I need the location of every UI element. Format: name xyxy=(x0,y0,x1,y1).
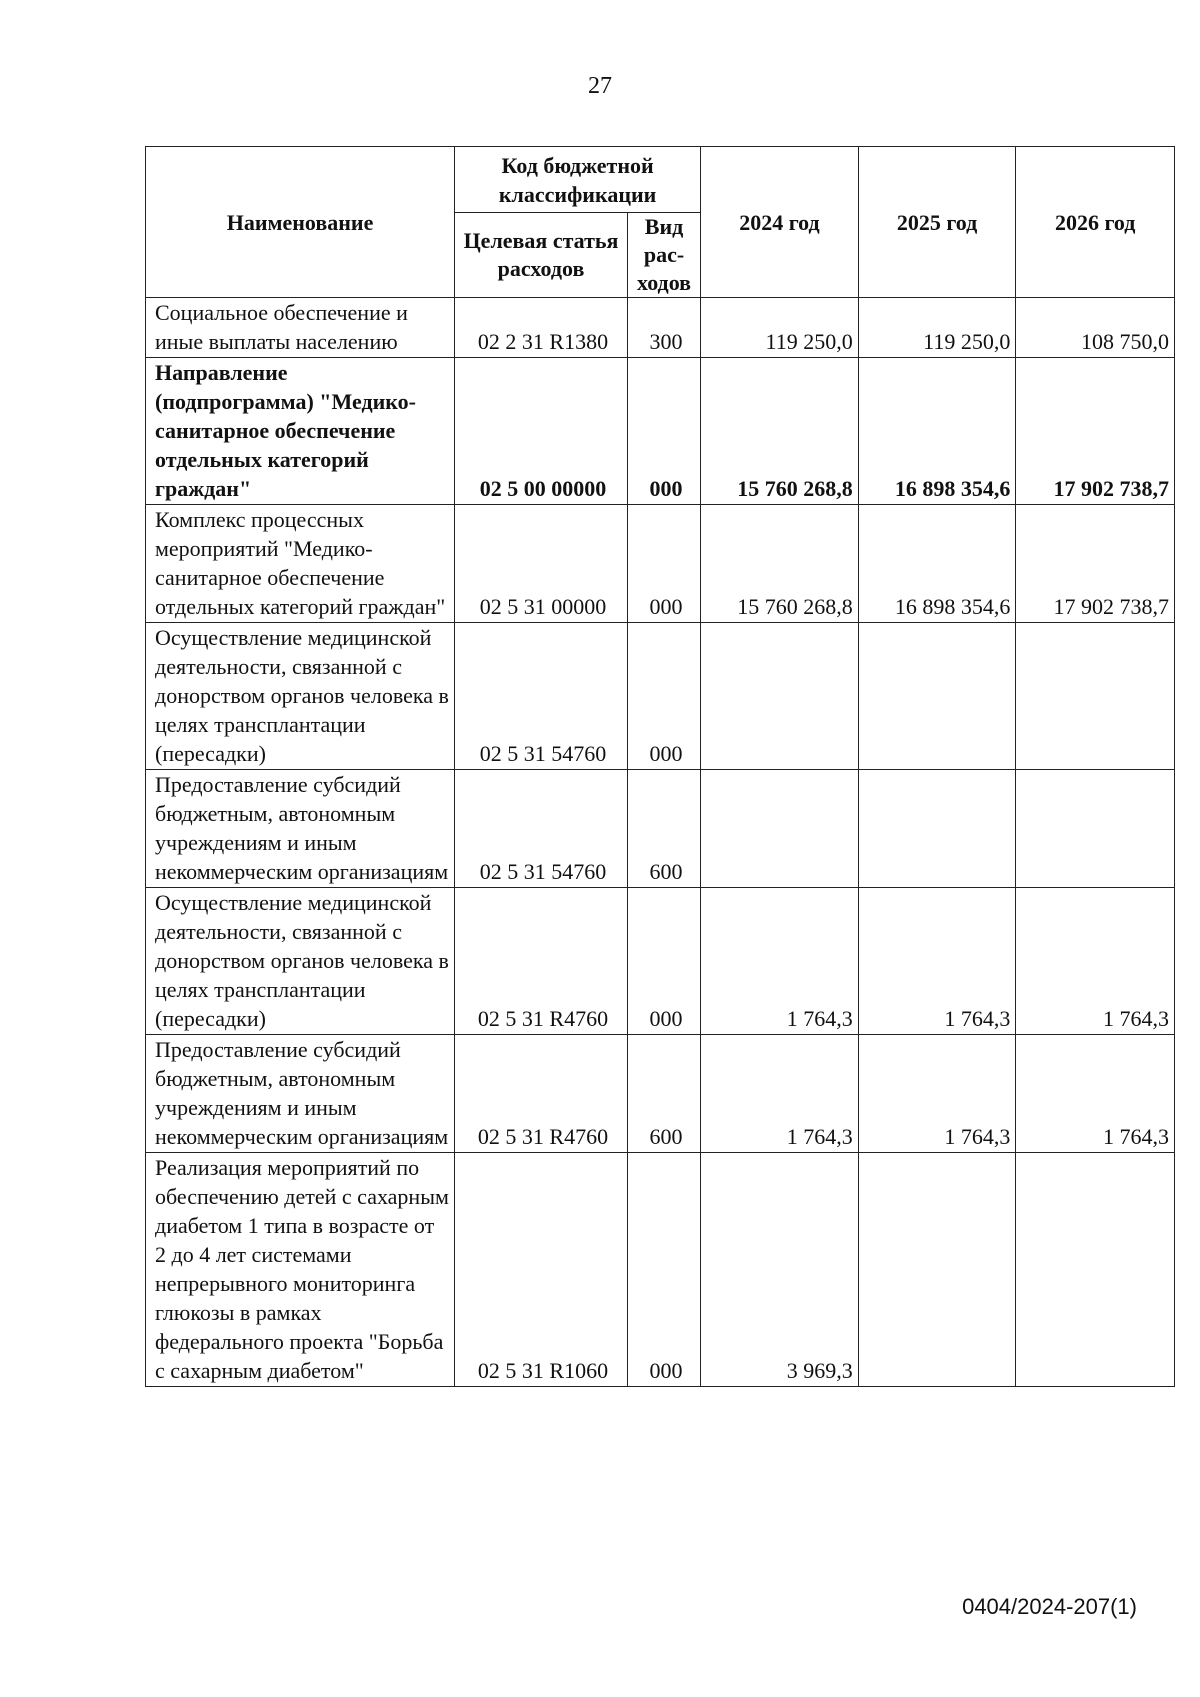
row-value-2025: 1 764,3 xyxy=(858,888,1016,1035)
row-expense-type: 000 xyxy=(627,1153,700,1387)
row-name: Направление (подпрограмма) "Медико-санитарное обеспечение отдельных категорий граждан" xyxy=(146,358,455,505)
row-target-article: 02 5 31 00000 xyxy=(455,505,628,623)
header-year-2025: 2025 год xyxy=(858,147,1016,298)
row-value-2026: 17 902 738,7 xyxy=(1016,505,1175,623)
table-row xyxy=(146,358,1175,505)
table-row xyxy=(146,888,1175,1035)
row-name: Предоставление субсидий бюджетным, автономным учреждениям и иным некоммерческим организациям xyxy=(146,770,455,888)
row-expense-type: 000 xyxy=(627,888,700,1035)
row-target-article: 02 5 31 54760 xyxy=(455,623,628,770)
row-value-2025 xyxy=(858,1153,1016,1387)
row-expense-type: 000 xyxy=(627,505,700,623)
row-name: Осуществление медицинской деятельности, связанной с донорством органов человека в целях трансплантации (пересадки) xyxy=(146,888,455,1035)
table-row xyxy=(146,770,1175,888)
row-value-2024: 15 760 268,8 xyxy=(701,358,859,505)
budget-table xyxy=(145,146,1175,1387)
header-expense-type: Вид рас-ходов xyxy=(627,213,700,298)
header-year-2024: 2024 год xyxy=(701,147,859,298)
row-expense-type: 600 xyxy=(627,770,700,888)
table-row xyxy=(146,298,1175,358)
row-expense-type: 000 xyxy=(627,623,700,770)
row-value-2026: 108 750,0 xyxy=(1016,298,1175,358)
row-name: Комплекс процессных мероприятий "Медико-санитарное обеспечение отдельных категорий граждан" xyxy=(146,505,455,623)
row-name: Реализация мероприятий по обеспечению детей с сахарным диабетом 1 типа в возрасте от 2 до 4 лет системами непрерывного мониторинга глюкозы в рамках федерального проекта "Борьба с сахарным диабетом" xyxy=(146,1153,455,1387)
row-value-2024: 15 760 268,8 xyxy=(701,505,859,623)
row-expense-type: 600 xyxy=(627,1035,700,1153)
row-target-article: 02 5 31 R4760 xyxy=(455,1035,628,1153)
document-code: 0404/2024-207(1) xyxy=(962,1594,1137,1619)
row-value-2024: 119 250,0 xyxy=(701,298,859,358)
table-row xyxy=(146,505,1175,623)
row-expense-type: 000 xyxy=(627,358,700,505)
header-code-group: Код бюджетной классификации xyxy=(455,147,701,213)
row-value-2024 xyxy=(701,770,859,888)
row-value-2024: 1 764,3 xyxy=(701,1035,859,1153)
row-target-article: 02 5 00 00000 xyxy=(455,358,628,505)
page-number: 27 xyxy=(588,73,612,99)
row-target-article: 02 5 31 54760 xyxy=(455,770,628,888)
row-value-2026: 1 764,3 xyxy=(1016,888,1175,1035)
row-value-2024: 1 764,3 xyxy=(701,888,859,1035)
header-name: Наименование xyxy=(146,147,455,298)
row-target-article: 02 2 31 R1380 xyxy=(455,298,628,358)
row-value-2026: 17 902 738,7 xyxy=(1016,358,1175,505)
table-row xyxy=(146,623,1175,770)
row-value-2025 xyxy=(858,770,1016,888)
row-value-2026 xyxy=(1016,1153,1175,1387)
row-target-article: 02 5 31 R4760 xyxy=(455,888,628,1035)
row-name: Предоставление субсидий бюджетным, автономным учреждениям и иным некоммерческим организациям xyxy=(146,1035,455,1153)
header-year-2026: 2026 год xyxy=(1016,147,1175,298)
row-value-2026 xyxy=(1016,770,1175,888)
row-value-2025: 119 250,0 xyxy=(858,298,1016,358)
row-value-2025: 16 898 354,6 xyxy=(858,358,1016,505)
row-value-2025: 1 764,3 xyxy=(858,1035,1016,1153)
table-row xyxy=(146,1153,1175,1387)
row-value-2026 xyxy=(1016,623,1175,770)
row-expense-type: 300 xyxy=(627,298,700,358)
row-value-2024: 3 969,3 xyxy=(701,1153,859,1387)
row-value-2025 xyxy=(858,623,1016,770)
table-row xyxy=(146,1035,1175,1153)
header-target-article: Целевая статья расходов xyxy=(455,213,628,298)
row-name: Социальное обеспечение и иные выплаты населению xyxy=(146,298,455,358)
row-value-2026: 1 764,3 xyxy=(1016,1035,1175,1153)
row-value-2025: 16 898 354,6 xyxy=(858,505,1016,623)
row-target-article: 02 5 31 R1060 xyxy=(455,1153,628,1387)
row-value-2024 xyxy=(701,623,859,770)
row-name: Осуществление медицинской деятельности, связанной с донорством органов человека в целях трансплантации (пересадки) xyxy=(146,623,455,770)
